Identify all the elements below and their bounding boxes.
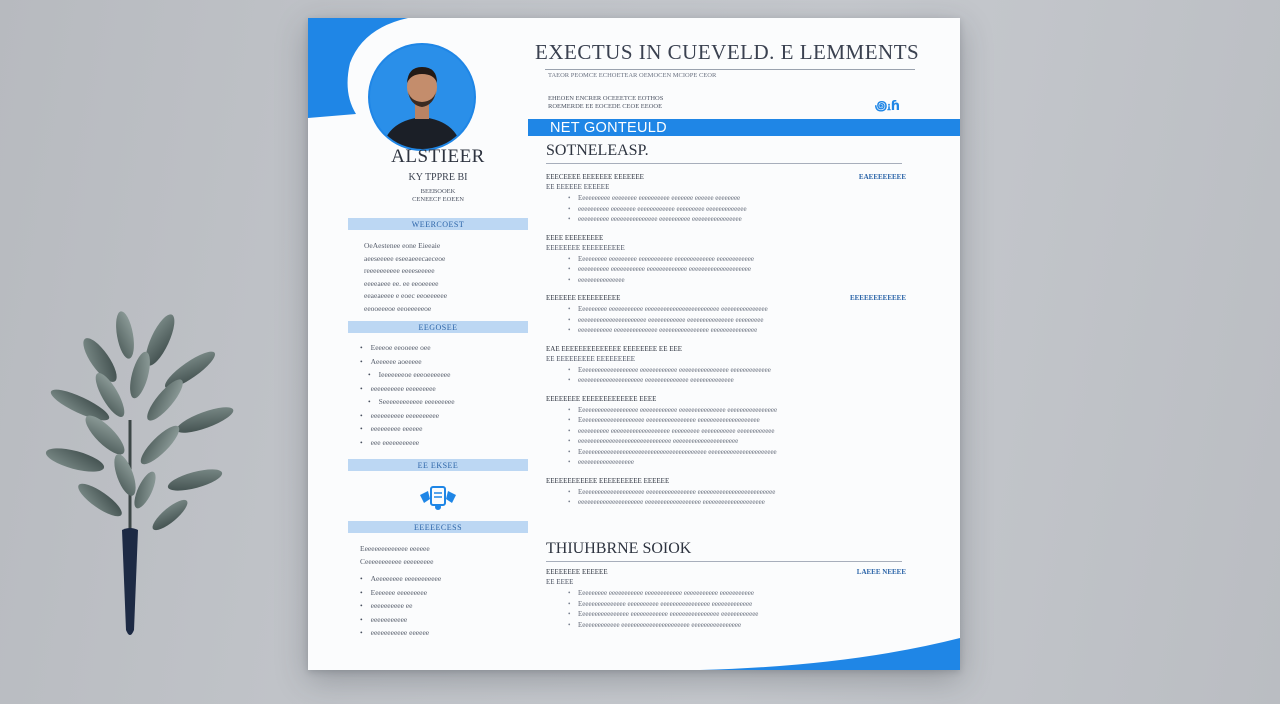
text-line: Eeeeeeeeeeeeee eeeeee	[360, 544, 430, 553]
job-entry	[546, 395, 906, 468]
list-item: • eeeeeeeeee ee	[360, 599, 528, 613]
sidebar-heading-3: EE EKSEE	[348, 459, 528, 471]
job-heading: EEECEEEE EEEEEEE EEEEEEE	[546, 173, 644, 181]
list-item: • eeeeeeeeeee eeeeee	[360, 626, 528, 640]
list-item: • eeeeeeeeeee	[360, 613, 528, 627]
sidebar-heading-4: EEEEECESS	[348, 521, 528, 533]
education-section	[546, 540, 906, 630]
education-subheading: EE EEEE	[546, 578, 574, 586]
list-item: • eeeeeeeeee eeeeeeeee	[360, 382, 528, 396]
profile-subtitle: KY TPPRE BI	[408, 172, 468, 183]
experience-title: SOTNELEASP.	[546, 142, 649, 159]
intro-row	[530, 95, 910, 115]
list-item: • Ieeeeeeeoe eeeoeeeeeee	[360, 368, 528, 382]
list-item: • Aeeeeeeee eeeeeeeeeee	[360, 572, 528, 586]
mark-text: ꩜ꭵꚕ	[874, 99, 900, 114]
intro-line: ROEMERDE EE EOCEDE CEOE EEOOE	[548, 103, 663, 110]
list-item: • eeeeeeeeeeeeeeeeee	[578, 457, 906, 468]
list-item: • Eeeeeeeeeeeeeeeeeee eeeeeeeeeeee eeeeeeeeeeeeeee eeeeeeeeeeeeeeee	[578, 405, 906, 416]
award-icon	[348, 483, 528, 511]
job-heading: EEEEEEEEEEEE EEEEEEEEEE EEEEEE	[546, 476, 670, 485]
list-item: • eeeeeeeeeeeeeeeeeeeeeeeeeeeeee eeeeeeeeeeeeeeeeeeeee	[578, 436, 906, 447]
list-item: • eeeeeeeeee eeeeeeeeeeeeeeeeeee eeeeeeeee eeeeeeeeeee eeeeeeeeeeee	[578, 426, 906, 437]
list-item: • Seeeeeeeeeeee eeeeeeeee	[360, 395, 528, 409]
contact-line: CENEECF EOEEN	[412, 196, 464, 203]
title-subline: TAEOR PEOMCE ECHOETEAR OEMOCEN MCIOPE CEOR	[548, 72, 717, 79]
summary-line: eeaeaeeee e eoec eeoeeeeee	[364, 291, 448, 300]
job-subheading: EE EEEEEE EEEEEE	[546, 183, 610, 191]
list-item: • eeeeeeeeeee eeeeeeeeeeeeee eeeeeeeeeeeeeeee eeeeeeeeeeeeeee	[578, 325, 906, 336]
job-subheading: EEEEEEEE EEEEEEEEEE	[546, 243, 625, 252]
list-item: • Eeeeeeeeeeeeeee eeeeeeeeee eeeeeeeeeeeeeeee eeeeeeeeeeeee	[578, 599, 906, 610]
sidebar-column	[348, 138, 528, 640]
job-subheading: EE EEEEEEEEE EEEEEEEEE	[546, 354, 636, 363]
skills-list	[348, 341, 528, 449]
education-date: LAEEE NEEEE	[856, 568, 906, 576]
education-title: THIUHBRNE SOIOK	[546, 540, 692, 557]
list-item: • eeeeeeeeee eeeeeeeeeee eeeeeeeeeeeee eeeeeeeeeeeeeeeeeeee	[578, 264, 906, 275]
list-item: • eeeeeeeee eeeeee	[360, 422, 528, 436]
education-bullets	[546, 588, 906, 630]
list-item: • eeeeeeeeee eeeeeeeeee	[360, 409, 528, 423]
list-item: • eeeeeeeeee eeeeeeeeeeeeeee eeeeeeeeee eeeeeeeeeeeeeeee	[578, 214, 906, 225]
job-heading: EEEE EEEEEEEEE	[546, 233, 604, 242]
job-heading: EAE EEEEEEEEEEEEEE EEEEEEEE EE EEE	[546, 344, 683, 353]
list-item: • Eeeeeeeeeeeeeeeeeeeee eeeeeeeeeeeeeeee eeeeeeeeeeeeeeeeeeee	[578, 415, 906, 426]
header-block	[530, 38, 960, 115]
list-item: • Eeeeeeeeeeeeeeeeeeeeeeeeeeeeeeeeeeeeeeeee eeeeeeeeeeeeeeeeeeeeee	[578, 447, 906, 458]
resume-document	[308, 18, 960, 670]
contact-line: BEEBOOEK	[420, 188, 456, 195]
summary-line: reeeeeeeeee eeeeseeeee	[364, 266, 435, 275]
list-item: • Aeeeeee aoeeeee	[360, 355, 528, 369]
job-entry	[546, 345, 906, 386]
section-banner: NET GONTEULD	[528, 119, 960, 136]
list-item: • eeeeeeeeeeeeeeeeeeeee eeeeeeeeeeeeee eeeeeeeeeeeeee	[578, 375, 906, 386]
list-item: • eeeeeeeeee eeeeeeee eeeeeeeeeeee eeeeeeeee eeeeeeeeeeeee	[578, 204, 906, 215]
education-heading: EEEEEEEE EEEEEE	[546, 568, 608, 576]
list-item: • eee eeeeeeeeeee	[360, 436, 528, 450]
education-entry	[546, 568, 906, 630]
list-item: • Eeeeoe eeooeee oee	[360, 341, 528, 355]
sidebar-list-4	[348, 572, 528, 640]
list-item: • Eeeeeee eeeeeeeee	[360, 586, 528, 600]
text-line: Ceeeeeeeeeee eeeeeeeee	[360, 556, 434, 566]
summary-line: OeAestenee eone Eieeaie	[364, 241, 441, 250]
summary-line: eeeeaeee ee. ee eeoeeeee	[364, 278, 439, 288]
job-bullets	[546, 304, 906, 336]
sidebar-heading-2: EEGOSEE	[348, 321, 528, 333]
corner-accent-bottom	[700, 638, 960, 670]
sidebar-heading-1: WEERCOEST	[348, 218, 528, 230]
job-date: EEEEEEEEEEEE	[849, 294, 906, 302]
job-entry	[546, 477, 906, 508]
list-item: • Eeeeeeeee eeeeeeeeeee eeeeeeeeeeeeeeeeeeeeeeee eeeeeeeeeeeeeee	[578, 304, 906, 315]
profile-name: ALSTIEER	[391, 146, 485, 167]
summary-line: eeooeeeoe eeoeeeeeoe	[364, 303, 432, 313]
job-bullets	[546, 193, 906, 225]
list-item: • Eeeeeeeee eeeeeeeee eeeeeeeeeee eeeeeeeeeeeee eeeeeeeeeeee	[578, 254, 906, 265]
document-title: EXECTUS IN CUEVELD. E LEMMENTS	[535, 40, 920, 64]
contact-lines	[348, 188, 528, 204]
sidebar-text-4	[348, 543, 528, 568]
list-item: • eeeeeeeeeeeeeeeeeeeeee eeeeeeeeeeee eeeeeeeeeeeeeee eeeeeeeee	[578, 315, 906, 326]
list-item: • Eeeeeeeeeeeee eeeeeeeeeeeeeeeeeeeeee eeeeeeeeeeeeeeee	[578, 620, 906, 631]
job-entry	[546, 173, 906, 225]
job-bullets	[546, 365, 906, 386]
profile-photo	[368, 43, 476, 151]
list-item: • Eeeeeeeeeeeeeeee eeeeeeeeeeee eeeeeeeeeeeeeeee eeeeeeeeeeee	[578, 609, 906, 620]
plant-decor	[30, 300, 260, 650]
sidebar-summary	[348, 240, 528, 315]
intro-lines	[548, 95, 663, 115]
job-date: EAEEEEEEEE	[858, 173, 906, 181]
list-item: • Eeeeeeeeee eeeeeeee eeeeeeeeee eeeeeee eeeeee eeeeeeee	[578, 193, 906, 204]
section-rule	[546, 163, 902, 164]
summary-line: aeeseeeee eseeaeeecaeceoe	[364, 253, 446, 263]
section-rule	[546, 561, 902, 562]
job-entry	[546, 294, 906, 336]
job-heading: EEEEEEE EEEEEEEEEE	[546, 294, 621, 302]
job-bullets	[546, 254, 906, 286]
intro-line: EHEOEN ENCRER OCEEETCE EOTHOS	[548, 95, 664, 102]
job-entry	[546, 234, 906, 286]
job-bullets	[546, 405, 906, 468]
title-rule	[545, 69, 915, 70]
list-item: • Eeeeeeeeeeeeeeeeeee eeeeeeeeeeee eeeeeeeeeeeeeeee eeeeeeeeeeeee	[578, 365, 906, 376]
list-item: • eeeeeeeeeeeeeeeeeeeee eeeeeeeeeeeeeeeeee eeeeeeeeeeeeeeeeeeee	[578, 497, 906, 508]
list-item: • Eeeeeeeee eeeeeeeeeee eeeeeeeeeeee eeeeeeeeeee eeeeeeeeeee	[578, 588, 906, 599]
job-bullets	[546, 487, 906, 508]
experience-section	[546, 142, 906, 508]
list-item: • eeeeeeeeeeeeeee	[578, 275, 906, 286]
job-heading: EEEEEEEE EEEEEEEEEEEEE EEEE	[546, 394, 657, 403]
list-item: • Eeeeeeeeeeeeeeeeeeeee eeeeeeeeeeeeeeee eeeeeeeeeeeeeeeeeeeeeeeee	[578, 487, 906, 498]
